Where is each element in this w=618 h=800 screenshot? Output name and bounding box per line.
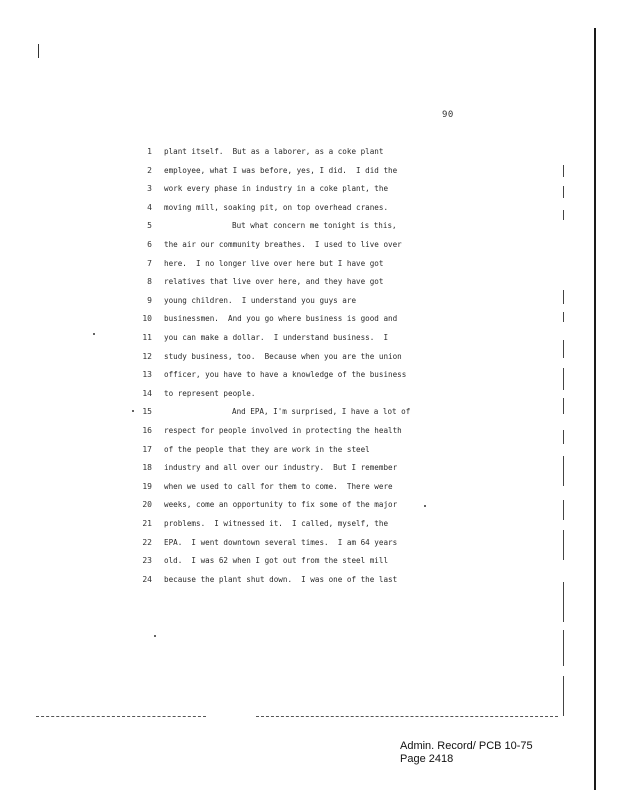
line-number: 6 (147, 240, 152, 249)
line-number: 8 (147, 277, 152, 287)
transcript-line (0, 294, 594, 312)
transcript-line (0, 312, 594, 330)
scan-speck (154, 635, 156, 637)
line-number: 2 (147, 165, 152, 175)
transcript-line (0, 257, 594, 275)
margin-mark (38, 44, 39, 58)
line-text: the air our community breathes. I used to live over (164, 240, 402, 249)
page-number: 90 (442, 110, 454, 120)
line-number: 19 (142, 481, 152, 491)
margin-bar (563, 340, 564, 358)
transcript-line (0, 275, 594, 293)
margin-bar (563, 165, 564, 177)
line-text: work every phase in industry in a coke plant, the (164, 184, 389, 194)
margin-bar (563, 398, 564, 414)
line-number: 5 (147, 221, 152, 231)
line-text: EPA. I went downtown several times. I am 64 years (164, 537, 398, 547)
transcript-line (0, 480, 594, 498)
transcript-line (0, 405, 594, 423)
line-text: industry and all over our industry. But I remember (164, 463, 398, 473)
line-number: 18 (142, 463, 152, 473)
line-number: 23 (142, 556, 152, 566)
line-text: when we used to call for them to come. There were (164, 481, 393, 491)
margin-bar (563, 186, 564, 198)
line-text: young children. I understand you guys are (164, 295, 357, 305)
line-number: 15 (142, 407, 152, 417)
margin-bar (563, 582, 564, 622)
line-text: problems. I witnessed it. I called, myself, the (164, 519, 389, 528)
line-number: 9 (147, 295, 152, 305)
line-number: 1 (147, 147, 152, 156)
transcript-line (0, 573, 594, 591)
line-number: 11 (142, 333, 152, 342)
line-text: here. I no longer live over here but I have got (164, 258, 384, 268)
line-text: respect for people involved in protecting the health (164, 426, 402, 435)
line-number: 14 (142, 388, 152, 398)
transcript-line (0, 368, 594, 386)
footer-record-stamp (400, 740, 533, 766)
line-text: to represent people. (164, 388, 256, 398)
line-text: But what concern me tonight is this, (232, 221, 397, 231)
line-number: 17 (142, 444, 152, 454)
line-number: 13 (142, 370, 152, 380)
transcript-line (0, 201, 594, 219)
scan-speck (93, 333, 95, 335)
line-number: 20 (142, 500, 152, 510)
line-number: 21 (142, 519, 152, 528)
margin-bar (563, 312, 564, 322)
transcript-line (0, 182, 594, 200)
line-text: weeks, come an opportunity to fix some of the major (164, 500, 398, 510)
line-text: old. I was 62 when I got out from the steel mill (164, 556, 389, 566)
scan-speck (424, 505, 426, 507)
line-number: 24 (142, 574, 152, 584)
footer-page-line: Page 2418 (400, 753, 454, 765)
right-border-line (594, 28, 596, 790)
line-text: study business, too. Because when you are the union (164, 351, 402, 361)
line-text: moving mill, soaking pit, on top overhead cranes. (164, 202, 389, 212)
scan-speck (132, 410, 134, 412)
transcript-line (0, 443, 594, 461)
line-text: you can make a dollar. I understand business. I (164, 333, 389, 342)
transcript-line (0, 387, 594, 405)
margin-bar (563, 676, 564, 716)
transcript-line (0, 164, 594, 182)
bottom-rule (36, 716, 206, 718)
line-number: 7 (147, 258, 152, 268)
transcript-line (0, 461, 594, 479)
margin-bar (563, 290, 564, 304)
margin-bar (563, 430, 564, 444)
line-text: employee, what I was before, yes, I did. I did the (164, 165, 398, 175)
transcript-line (0, 517, 594, 535)
line-number: 22 (142, 537, 152, 547)
margin-bar (563, 456, 564, 486)
margin-bar (563, 500, 564, 520)
line-text: of the people that they are work in the steel (164, 444, 370, 454)
transcript-line (0, 424, 594, 442)
transcript-line (0, 219, 594, 237)
line-number: 4 (147, 202, 152, 212)
transcript-line (0, 331, 594, 349)
line-number: 12 (142, 351, 152, 361)
transcript-line (0, 350, 594, 368)
transcript-line (0, 554, 594, 572)
margin-bar (563, 210, 564, 220)
line-text: because the plant shut down. I was one of the last (164, 574, 398, 584)
margin-bar (563, 630, 564, 666)
bottom-rule (256, 716, 558, 718)
line-text: businessmen. And you go where business is good and (164, 314, 398, 324)
margin-bar (563, 530, 564, 560)
transcript-line (0, 145, 594, 163)
line-number: 3 (147, 184, 152, 194)
transcript-line (0, 536, 594, 554)
line-number: 10 (142, 314, 152, 324)
margin-bar (563, 368, 564, 390)
line-text: And EPA, I'm surprised, I have a lot of (232, 407, 411, 417)
footer-record-line: Admin. Record/ PCB 10-75 (400, 740, 533, 752)
transcript-line (0, 498, 594, 516)
transcript-line (0, 238, 594, 256)
line-text: officer, you have to have a knowledge of the business (164, 370, 407, 380)
line-text: plant itself. But as a laborer, as a coke plant (164, 147, 384, 156)
line-text: relatives that live over here, and they have got (164, 277, 384, 287)
line-number: 16 (142, 426, 152, 435)
